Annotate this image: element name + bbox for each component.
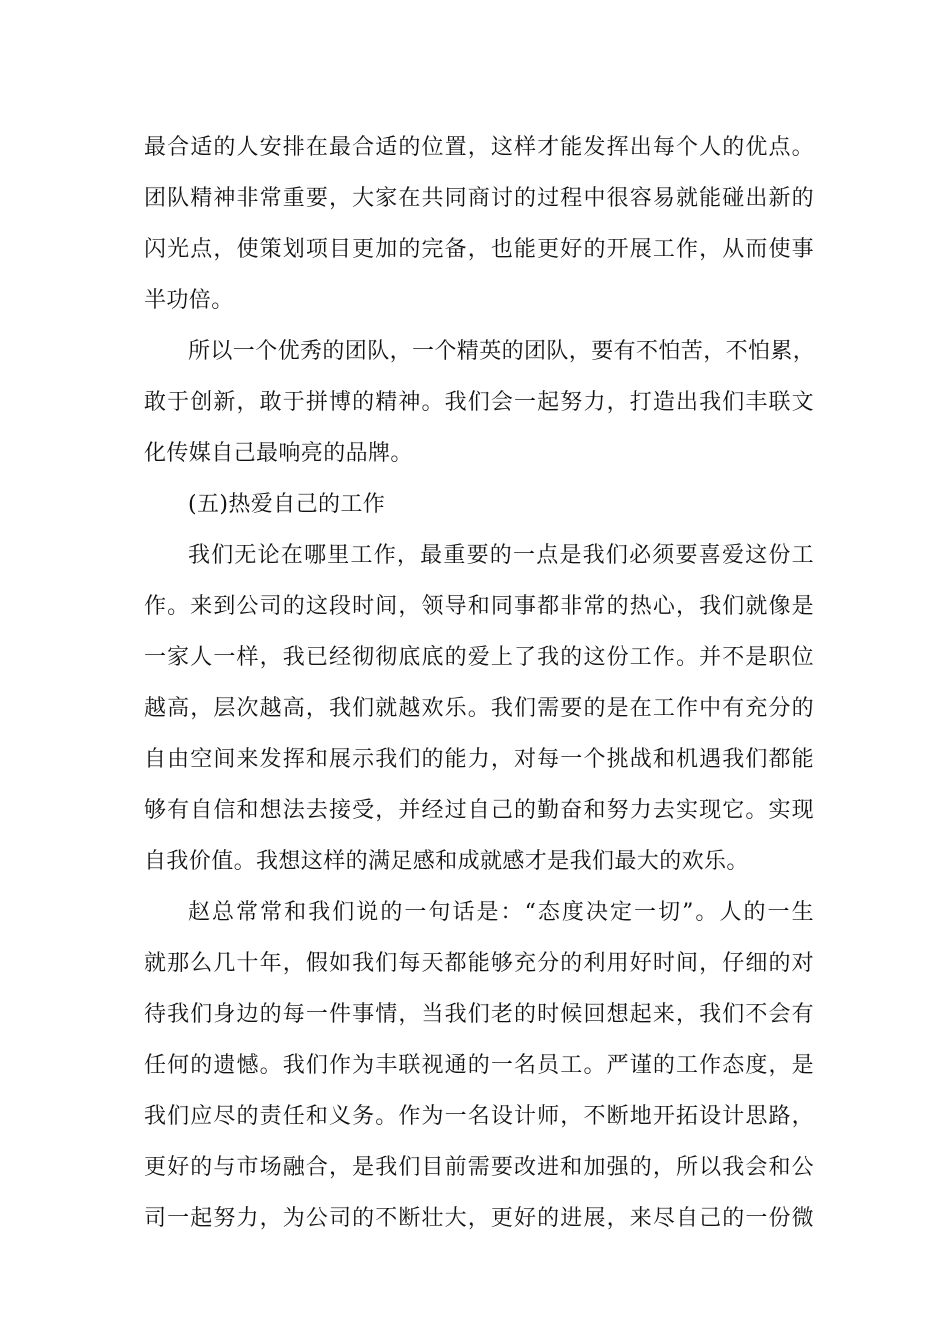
text-line: 所以一个优秀的团队，一个精英的团队，要有不怕苦，不怕累， — [188, 339, 816, 364]
text-line: 更好的与市场融合，是我们目前需要改进和加强的，所以我会和公 — [144, 1155, 814, 1180]
text-line: 我们无论在哪里工作，最重要的一点是我们必须要喜爱这份工 — [188, 543, 814, 568]
text-line: 自我价值。我想这样的满足感和成就感才是我们最大的欢乐。 — [144, 849, 749, 874]
text-line: 团队精神非常重要，大家在共同商讨的过程中很容易就能碰出新的 — [144, 186, 814, 211]
text-line: 最合适的人安排在最合适的位置，这样才能发挥出每个人的优点。 — [144, 135, 814, 160]
text-line: 敢于创新，敢于拼博的精神。我们会一起努力，打造出我们丰联文 — [144, 390, 814, 415]
text-line: 作。来到公司的这段时间，领导和同事都非常的热心，我们就像是 — [144, 594, 814, 619]
text-line: 自由空间来发挥和展示我们的能力，对每一个挑战和机遇我们都能 — [144, 747, 814, 772]
text-line: 就那么几十年，假如我们每天都能够充分的利用好时间，仔细的对 — [144, 951, 814, 976]
text-line: 赵总常常和我们说的一句话是：“态度决定一切”。人的一生 — [188, 900, 814, 925]
text-line: 半功倍。 — [144, 288, 234, 313]
text-line: 越高，层次越高，我们就越欢乐。我们需要的是在工作中有充分的 — [144, 696, 814, 721]
text-line: 任何的遗憾。我们作为丰联视通的一名员工。严谨的工作态度，是 — [144, 1053, 814, 1078]
text-line: 待我们身边的每一件事情，当我们老的时候回想起来，我们不会有 — [144, 1002, 814, 1027]
text-line: 一家人一样，我已经彻彻底底的爱上了我的这份工作。并不是职位 — [144, 645, 814, 670]
text-line: 闪光点，使策划项目更加的完备，也能更好的开展工作，从而使事 — [144, 237, 814, 262]
text-line: 化传媒自己最响亮的品牌。 — [144, 441, 413, 466]
text-line: 够有自信和想法去接受，并经过自己的勤奋和努力去实现它。实现 — [144, 798, 814, 823]
text-line: 司一起努力，为公司的不断壮大，更好的进展，来尽自己的一份微 — [144, 1206, 814, 1231]
text-line: 我们应尽的责任和义务。作为一名设计师，不断地开拓设计思路， — [144, 1104, 814, 1129]
section-heading: (五)热爱自己的工作 — [188, 492, 386, 517]
